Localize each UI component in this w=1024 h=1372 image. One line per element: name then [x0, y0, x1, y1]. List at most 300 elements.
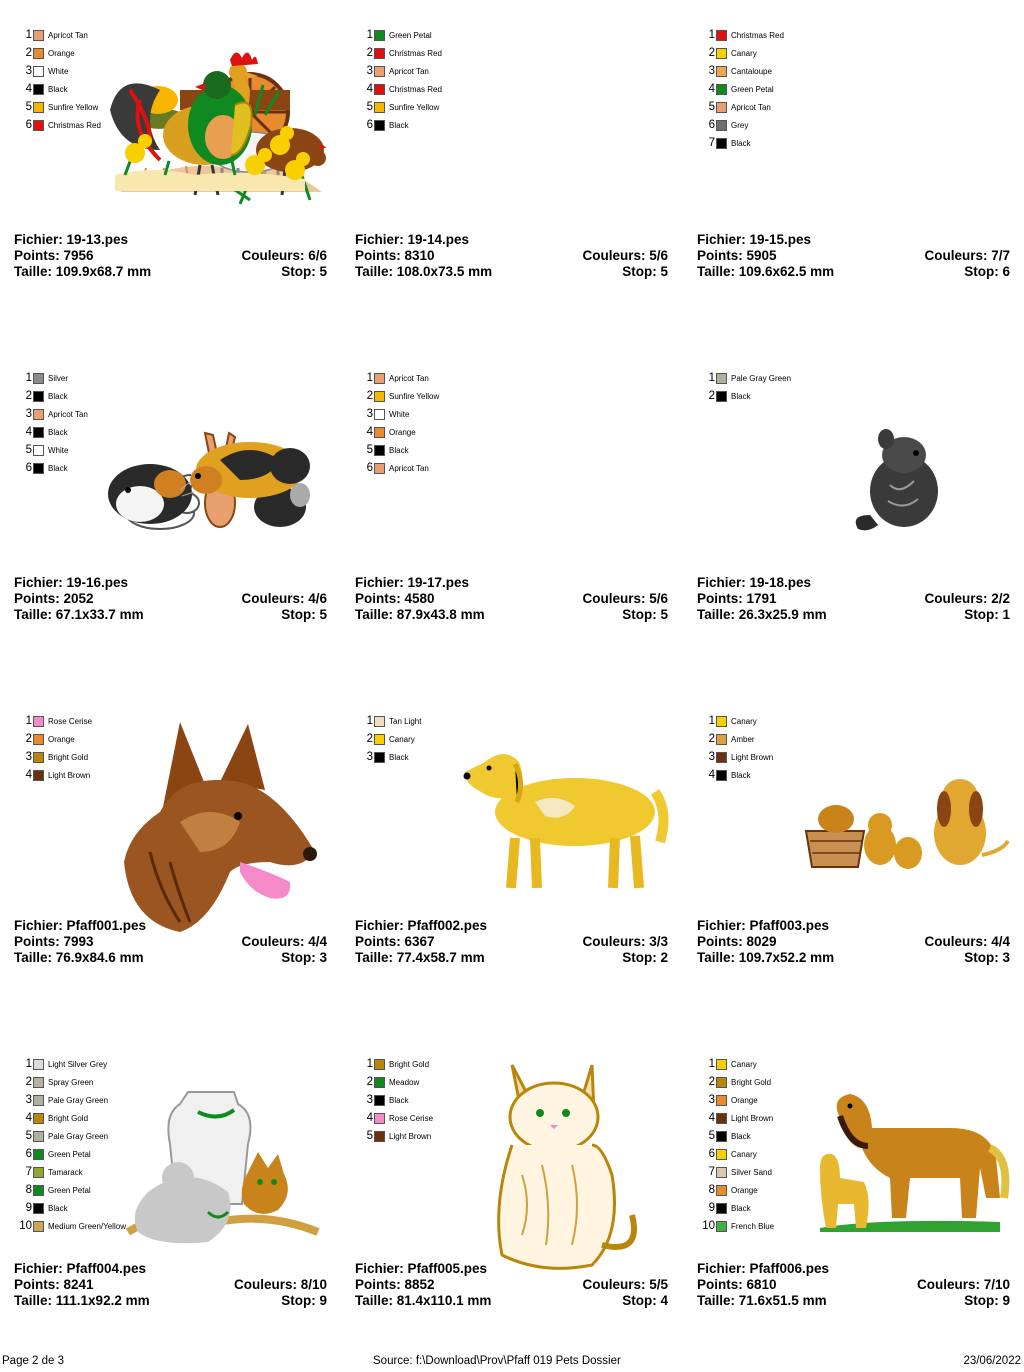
thread-color-name: Apricot Tan [389, 373, 429, 383]
palette-entry [18, 1091, 126, 1109]
color-swatch [716, 120, 727, 131]
palette-entry [701, 1217, 809, 1235]
thread-color-name: Spray Green [48, 1077, 94, 1087]
thread-color-name: Canary [389, 734, 415, 744]
color-palette [359, 712, 467, 766]
palette-entry [18, 766, 126, 784]
color-count: Couleurs: 7/10 [916, 1277, 1010, 1292]
color-swatch [33, 373, 44, 384]
palette-index: 5 [708, 101, 715, 113]
color-swatch [33, 1167, 44, 1178]
palette-index: 5 [25, 1130, 32, 1142]
color-swatch [374, 1077, 385, 1088]
color-swatch [374, 66, 385, 77]
color-swatch [33, 409, 44, 420]
thread-color-name: Light Brown [731, 752, 774, 762]
color-swatch [374, 427, 385, 438]
thread-color-name: Meadow [389, 1077, 420, 1087]
palette-index: 6 [366, 119, 373, 131]
color-count: Couleurs: 4/6 [241, 591, 327, 606]
dog-puppies-basket-icon [800, 775, 1010, 875]
stitch-points: Points: 8029 [697, 934, 777, 949]
palette-index: 5 [366, 444, 373, 456]
palette-entry [701, 98, 809, 116]
palette-index: 6 [366, 462, 373, 474]
stop-count: Stop: 5 [622, 607, 668, 622]
palette-index: 10 [19, 1220, 32, 1232]
color-swatch [374, 1113, 385, 1124]
design-info [355, 575, 668, 623]
design-card [683, 343, 1024, 686]
thread-color-name: Black [48, 84, 68, 94]
thread-color-name: Silver Sand [731, 1167, 772, 1177]
palette-entry [701, 1199, 809, 1217]
thread-color-name: Black [48, 1203, 68, 1213]
palette-entry [359, 423, 467, 441]
palette-entry [359, 62, 467, 80]
color-swatch [33, 1185, 44, 1196]
palette-entry [359, 441, 467, 459]
color-swatch [33, 66, 44, 77]
thread-color-name: Rose Cerise [389, 1113, 434, 1123]
color-swatch [33, 1203, 44, 1214]
thread-color-name: Black [389, 445, 409, 455]
palette-entry [18, 712, 126, 730]
palette-entry [18, 1145, 126, 1163]
color-swatch [374, 391, 385, 402]
palette-entry [18, 387, 126, 405]
design-card [683, 0, 1024, 343]
thread-color-name: Black [389, 752, 409, 762]
thread-color-name: Silver [48, 373, 69, 383]
palette-index: 1 [366, 715, 373, 727]
color-swatch [374, 102, 385, 113]
color-count: Couleurs: 5/5 [582, 1277, 668, 1292]
color-swatch [374, 48, 385, 59]
color-swatch [33, 1059, 44, 1070]
stop-count: Stop: 5 [622, 264, 668, 279]
stop-count: Stop: 4 [622, 1293, 668, 1308]
thread-color-name: Green Petal [731, 84, 774, 94]
thread-color-name: Pale Gray Green [48, 1131, 109, 1141]
palette-entry [701, 730, 809, 748]
file-name: Fichier: 19-17.pes [355, 575, 470, 590]
thread-color-name: Black [48, 427, 68, 437]
palette-index: 1 [25, 1058, 32, 1070]
color-swatch [716, 1059, 727, 1070]
thread-color-name: Tan Light [389, 716, 422, 726]
color-swatch [33, 120, 44, 131]
color-swatch [33, 391, 44, 402]
palette-entry [359, 44, 467, 62]
page-number: Page 2 de 3 [2, 1355, 65, 1367]
thread-color-name: Pale Gray Green [731, 373, 792, 383]
thread-color-name: Tamarack [48, 1167, 83, 1177]
palette-index: 3 [366, 65, 373, 77]
thread-color-name: Sunfire Yellow [389, 102, 440, 112]
palette-entry [701, 1163, 809, 1181]
palette-index: 1 [366, 1058, 373, 1070]
thread-color-name: French Blue [731, 1221, 775, 1231]
palette-index: 7 [708, 137, 715, 149]
thread-color-name: Apricot Tan [48, 30, 88, 40]
thread-color-name: Black [731, 138, 751, 148]
stitch-points: Points: 6367 [355, 934, 435, 949]
design-size: Taille: 76.9x84.6 mm [14, 950, 144, 965]
color-swatch [716, 752, 727, 763]
stitch-points: Points: 5905 [697, 248, 777, 263]
color-count: Couleurs: 4/4 [241, 934, 327, 949]
color-swatch [374, 373, 385, 384]
file-name: Fichier: Pfaff005.pes [355, 1261, 488, 1276]
palette-entry [18, 730, 126, 748]
palette-entry [359, 405, 467, 423]
palette-index: 2 [708, 733, 715, 745]
thread-color-name: Christmas Red [48, 120, 101, 130]
palette-index: 5 [25, 444, 32, 456]
color-swatch [33, 463, 44, 474]
design-card [0, 686, 341, 1029]
palette-index: 6 [708, 119, 715, 131]
file-name: Fichier: Pfaff004.pes [14, 1261, 147, 1276]
color-swatch [374, 1059, 385, 1070]
color-swatch [716, 1113, 727, 1124]
color-swatch [374, 734, 385, 745]
design-info [14, 232, 327, 280]
palette-index: 3 [708, 1094, 715, 1106]
palette-index: 3 [708, 65, 715, 77]
palette-index: 8 [25, 1184, 32, 1196]
palette-entry [359, 730, 467, 748]
stop-count: Stop: 3 [281, 950, 327, 965]
color-count: Couleurs: 5/6 [582, 248, 668, 263]
color-count: Couleurs: 6/6 [241, 248, 327, 263]
color-swatch [33, 427, 44, 438]
thread-color-name: Light Brown [48, 770, 91, 780]
design-info [14, 575, 327, 623]
color-swatch [716, 138, 727, 149]
palette-index: 6 [25, 1148, 32, 1160]
palette-index: 2 [708, 1076, 715, 1088]
palette-index: 2 [708, 47, 715, 59]
thread-color-name: Orange [389, 427, 416, 437]
palette-index: 3 [366, 751, 373, 763]
thread-color-name: Medium Green/Yellow [48, 1221, 126, 1231]
thread-color-name: Black [48, 391, 68, 401]
palette-index: 1 [708, 29, 715, 41]
color-swatch [374, 1095, 385, 1106]
color-swatch [33, 1095, 44, 1106]
palette-entry [359, 387, 467, 405]
thread-color-name: White [48, 66, 69, 76]
design-size: Taille: 109.7x52.2 mm [697, 950, 835, 965]
stitch-points: Points: 8852 [355, 1277, 435, 1292]
palette-index: 4 [25, 1112, 32, 1124]
palette-entry [701, 1091, 809, 1109]
thread-color-name: Canary [731, 716, 757, 726]
thread-color-name: Green Petal [48, 1185, 91, 1195]
color-swatch [716, 30, 727, 41]
file-name: Fichier: 19-15.pes [697, 232, 812, 247]
file-name: Fichier: 19-13.pes [14, 232, 129, 247]
palette-entry [359, 80, 467, 98]
palette-index: 2 [708, 390, 715, 402]
color-swatch [33, 1131, 44, 1142]
file-name: Fichier: 19-16.pes [14, 575, 129, 590]
palette-index: 2 [366, 390, 373, 402]
palette-entry [18, 1073, 126, 1091]
design-info [14, 1261, 327, 1309]
color-swatch [716, 770, 727, 781]
color-swatch [716, 1221, 727, 1232]
palette-entry [18, 1127, 126, 1145]
stitch-points: Points: 8241 [14, 1277, 94, 1292]
color-swatch [374, 120, 385, 131]
thread-color-name: Apricot Tan [389, 463, 429, 473]
stop-count: Stop: 6 [964, 264, 1010, 279]
design-info [355, 918, 668, 966]
color-count: Couleurs: 4/4 [924, 934, 1010, 949]
palette-index: 5 [366, 1130, 373, 1142]
color-swatch [716, 716, 727, 727]
color-swatch [33, 48, 44, 59]
palette-index: 4 [708, 83, 715, 95]
palette-index: 3 [25, 751, 32, 763]
palette-index: 6 [25, 119, 32, 131]
design-size: Taille: 111.1x92.2 mm [14, 1293, 150, 1308]
color-swatch [374, 716, 385, 727]
palette-index: 4 [708, 1112, 715, 1124]
color-swatch [716, 1167, 727, 1178]
palette-entry [701, 26, 809, 44]
chinchilla-icon [840, 425, 960, 535]
palette-entry [701, 766, 809, 784]
stitch-points: Points: 7993 [14, 934, 94, 949]
thread-color-name: Black [731, 391, 751, 401]
palette-index: 4 [366, 83, 373, 95]
design-card [0, 1029, 341, 1372]
stop-count: Stop: 5 [281, 264, 327, 279]
palette-entry [701, 1109, 809, 1127]
thread-color-name: Orange [731, 1095, 758, 1105]
color-swatch [33, 1149, 44, 1160]
design-info [355, 232, 668, 280]
palette-index: 4 [366, 1112, 373, 1124]
palette-entry [18, 1199, 126, 1217]
palette-index: 1 [708, 1058, 715, 1070]
color-swatch [716, 1185, 727, 1196]
thread-color-name: Canary [731, 1059, 757, 1069]
design-card [683, 1029, 1024, 1372]
fluffy-cat-icon [482, 1055, 642, 1277]
thread-color-name: Canary [731, 48, 757, 58]
color-swatch [716, 1203, 727, 1214]
color-palette [701, 1055, 809, 1235]
palette-entry [18, 1109, 126, 1127]
palette-entry [701, 80, 809, 98]
thread-color-name: Pale Gray Green [48, 1095, 109, 1105]
palette-index: 3 [366, 1094, 373, 1106]
palette-index: 6 [708, 1148, 715, 1160]
color-swatch [33, 734, 44, 745]
thread-color-name: Orange [48, 734, 75, 744]
color-swatch [716, 102, 727, 113]
thread-color-name: Black [731, 770, 751, 780]
palette-index: 1 [366, 29, 373, 41]
stitch-points: Points: 2052 [14, 591, 94, 606]
palette-index: 1 [25, 715, 32, 727]
color-count: Couleurs: 2/2 [924, 591, 1010, 606]
thread-color-name: Cantaloupe [731, 66, 772, 76]
design-card [341, 343, 682, 686]
color-count: Couleurs: 3/3 [582, 934, 668, 949]
design-info [697, 575, 1010, 623]
stitch-points: Points: 4580 [355, 591, 435, 606]
thread-color-name: Bright Gold [48, 1113, 89, 1123]
palette-index: 3 [366, 408, 373, 420]
palette-index: 4 [708, 769, 715, 781]
palette-index: 5 [708, 1130, 715, 1142]
palette-entry [701, 1073, 809, 1091]
thread-color-name: Black [731, 1203, 751, 1213]
color-swatch [374, 752, 385, 763]
kittens-milk-jug-icon [118, 1082, 328, 1252]
design-size: Taille: 81.4x110.1 mm [355, 1293, 492, 1308]
color-swatch [33, 1077, 44, 1088]
thread-color-name: Black [731, 1131, 751, 1141]
color-palette [701, 712, 809, 784]
color-swatch [716, 66, 727, 77]
palette-entry [359, 98, 467, 116]
palette-index: 2 [366, 1076, 373, 1088]
color-swatch [374, 1131, 385, 1142]
palette-index: 1 [25, 29, 32, 41]
file-name: Fichier: Pfaff002.pes [355, 918, 488, 933]
thread-color-name: Black [389, 1095, 409, 1105]
palette-index: 7 [25, 1166, 32, 1178]
palette-index: 3 [25, 65, 32, 77]
source-path: Source: f:\Download\Prov\Pfaff 019 Pets Dossier [373, 1355, 621, 1367]
stitch-points: Points: 8310 [355, 248, 435, 263]
stop-count: Stop: 2 [622, 950, 668, 965]
palette-entry [359, 1055, 467, 1073]
color-palette [701, 26, 809, 152]
palette-entry [359, 1109, 467, 1127]
file-name: Fichier: 19-14.pes [355, 232, 470, 247]
thread-color-name: Bright Gold [48, 752, 89, 762]
file-name: Fichier: Pfaff006.pes [697, 1261, 830, 1276]
color-swatch [374, 409, 385, 420]
palette-index: 1 [366, 372, 373, 384]
thread-color-name: Apricot Tan [389, 66, 429, 76]
palette-entry [359, 459, 467, 477]
color-swatch [33, 30, 44, 41]
thread-color-name: White [389, 409, 410, 419]
color-swatch [374, 463, 385, 474]
thread-color-name: Black [48, 463, 68, 473]
design-info [697, 918, 1010, 966]
stop-count: Stop: 1 [964, 607, 1010, 622]
palette-entry [359, 1091, 467, 1109]
file-name: Fichier: 19-18.pes [697, 575, 812, 590]
color-swatch [33, 102, 44, 113]
horse-foal-icon [800, 1088, 1010, 1238]
color-swatch [33, 1113, 44, 1124]
color-palette [18, 1055, 126, 1235]
palette-index: 3 [25, 408, 32, 420]
palette-entry [359, 1073, 467, 1091]
color-count: Couleurs: 5/6 [582, 591, 668, 606]
color-swatch [374, 84, 385, 95]
palette-index: 1 [708, 372, 715, 384]
color-swatch [33, 84, 44, 95]
color-count: Couleurs: 7/7 [924, 248, 1010, 263]
palette-index: 3 [708, 751, 715, 763]
design-info [697, 1261, 1010, 1309]
thread-color-name: Black [389, 120, 409, 130]
palette-index: 5 [25, 101, 32, 113]
palette-entry [359, 116, 467, 134]
color-swatch [374, 445, 385, 456]
color-swatch [716, 1149, 727, 1160]
palette-index: 4 [25, 83, 32, 95]
palette-index: 2 [25, 47, 32, 59]
palette-entry [18, 748, 126, 766]
color-count: Couleurs: 8/10 [233, 1277, 327, 1292]
design-size: Taille: 67.1x33.7 mm [14, 607, 144, 622]
thread-color-name: Light Brown [389, 1131, 432, 1141]
stitch-points: Points: 1791 [697, 591, 777, 606]
color-swatch [33, 716, 44, 727]
palette-entry [701, 134, 809, 152]
color-palette [359, 26, 467, 134]
palette-index: 6 [25, 462, 32, 474]
palette-index: 4 [25, 769, 32, 781]
palette-index: 4 [366, 426, 373, 438]
color-swatch [374, 30, 385, 41]
design-size: Taille: 77.4x58.7 mm [355, 950, 485, 965]
palette-entry [701, 1181, 809, 1199]
palette-index: 9 [708, 1202, 715, 1214]
thread-color-name: Amber [731, 734, 755, 744]
palette-entry [701, 387, 809, 405]
thread-color-name: Christmas Red [731, 30, 784, 40]
color-swatch [716, 1077, 727, 1088]
design-size: Taille: 71.6x51.5 mm [697, 1293, 827, 1308]
thread-color-name: Green Petal [389, 30, 432, 40]
palette-entry [701, 116, 809, 134]
palette-entry [18, 1217, 126, 1235]
thread-color-name: Christmas Red [389, 48, 442, 58]
thread-color-name: Light Silver Grey [48, 1059, 108, 1069]
thread-color-name: Sunfire Yellow [389, 391, 440, 401]
design-size: Taille: 109.6x62.5 mm [697, 264, 835, 279]
shepherd-dog-head-icon [120, 712, 325, 934]
thread-color-name: Christmas Red [389, 84, 442, 94]
palette-entry [18, 369, 126, 387]
palette-index: 4 [25, 426, 32, 438]
golden-retriever-icon [455, 742, 670, 897]
file-name: Fichier: Pfaff003.pes [697, 918, 830, 933]
thread-color-name: Sunfire Yellow [48, 102, 99, 112]
design-size: Taille: 108.0x73.5 mm [355, 264, 493, 279]
design-info [355, 1261, 668, 1309]
thread-color-name: Rose Cerise [48, 716, 93, 726]
palette-index: 2 [366, 47, 373, 59]
stitch-points: Points: 7956 [14, 248, 94, 263]
palette-entry [18, 1181, 126, 1199]
thread-color-name: White [48, 445, 69, 455]
